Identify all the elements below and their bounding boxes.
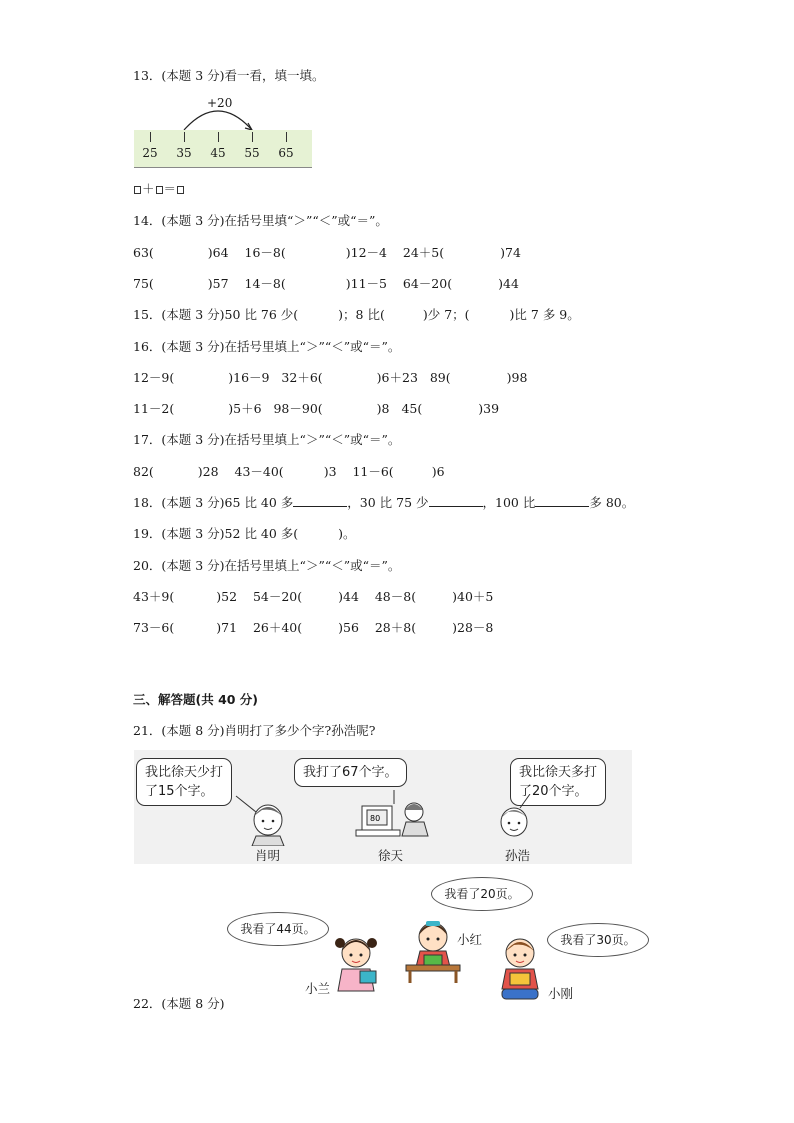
q14-row-1: 63( )64 16－8( )12－4 24＋5( )74	[133, 245, 521, 260]
girl-xiaolan-icon	[330, 935, 382, 997]
name-sunhao: 孙浩	[505, 848, 531, 863]
typing-scene	[134, 750, 632, 864]
girl-xiaohong-icon	[398, 915, 468, 985]
speech-bubble-xiaolan: 我看了44页。	[227, 912, 329, 946]
q15-text: 15．(本题 3 分)50 比 76 少( )；8 比( )少 7；( )比 7 多 9。	[133, 307, 580, 322]
q20-row-1: 43＋9( )52 54－20( )44 48－8( )40＋5	[133, 589, 494, 604]
answer-blank[interactable]	[293, 495, 347, 507]
speech-bubble-xiaoming: 我比徐天少打 了15个字。	[136, 758, 232, 806]
q14-text: 14．(本题 3 分)在括号里填“＞”“＜”或“＝”。	[133, 213, 388, 228]
q16-row-1: 12－9( )16－9 32＋6( )6＋23 89( )98	[133, 370, 528, 385]
boy-sunhao-icon	[490, 794, 540, 846]
answer-blank[interactable]	[535, 495, 589, 507]
q22-text: 22．(本题 8 分)	[133, 996, 225, 1011]
answer-box[interactable]	[177, 186, 184, 194]
tick-55	[252, 132, 253, 142]
number-line	[134, 130, 312, 168]
name-xiaolan: 小兰	[305, 981, 331, 996]
tick-label: 55	[244, 146, 260, 160]
q16-row-2: 11－2( )5＋6 98－90( )8 45( )39	[133, 401, 500, 416]
answer-blank[interactable]	[429, 495, 483, 507]
tick-25	[150, 132, 151, 142]
q13-equation: ＋ ＝	[133, 181, 185, 197]
q17-row-1: 82( )28 43－40( )3 11－6( )6	[133, 464, 445, 479]
speech-bubble-xutian: 我打了67个字。	[294, 758, 407, 787]
section-title: 三、解答题(共 40 分)	[133, 692, 259, 707]
answer-box[interactable]	[156, 186, 163, 194]
monitor-text: 80	[370, 814, 381, 823]
arrow-label: +20	[207, 96, 233, 110]
tick-label: 65	[278, 146, 294, 160]
tick-label: 35	[176, 146, 192, 160]
name-xiaogang: 小刚	[548, 986, 574, 1001]
q20-row-2: 73－6( )71 26＋40( )56 28＋8( )28－8	[133, 620, 494, 635]
q20-text: 20．(本题 3 分)在括号里填上“＞”“＜”或“＝”。	[133, 558, 401, 573]
boy-xiaogang-icon	[496, 935, 546, 1003]
name-xiaoming: 肖明	[255, 848, 281, 863]
q16-text: 16．(本题 3 分)在括号里填上“＞”“＜”或“＝”。	[133, 339, 401, 354]
name-xiaohong: 小红	[457, 932, 483, 947]
jump-arc	[184, 111, 252, 130]
answer-box[interactable]	[134, 186, 141, 194]
speech-bubble-xiaohong: 我看了20页。	[431, 877, 533, 911]
q18-text: 18．(本题 3 分)65 比 40 多 ，30 比 75 少 ，100 比 多 80。	[133, 495, 635, 510]
tick-45	[218, 132, 219, 142]
speech-bubble-xiaogang: 我看了30页。	[547, 923, 649, 957]
tick-label: 45	[210, 146, 226, 160]
q13-text: 13．(本题 3 分)看一看，填一填。	[133, 68, 325, 83]
q14-row-2: 75( )57 14－8( )11－5 64－20( )44	[133, 276, 519, 291]
q21-text: 21．(本题 8 分)肖明打了多少个字?孙浩呢?	[133, 723, 376, 738]
boy-xiaoming-icon	[234, 794, 294, 846]
computer-xutian-icon	[354, 790, 434, 840]
q17-text: 17．(本题 3 分)在括号里填上“＞”“＜”或“＝”。	[133, 432, 401, 447]
tick-35	[184, 132, 185, 142]
name-xutian: 徐天	[378, 848, 404, 863]
q19-text: 19．(本题 3 分)52 比 40 多( )。	[133, 526, 356, 541]
tick-label: 25	[142, 146, 158, 160]
speech-bubble-sunhao: 我比徐天多打 了20个字。	[510, 758, 606, 806]
tick-65	[286, 132, 287, 142]
